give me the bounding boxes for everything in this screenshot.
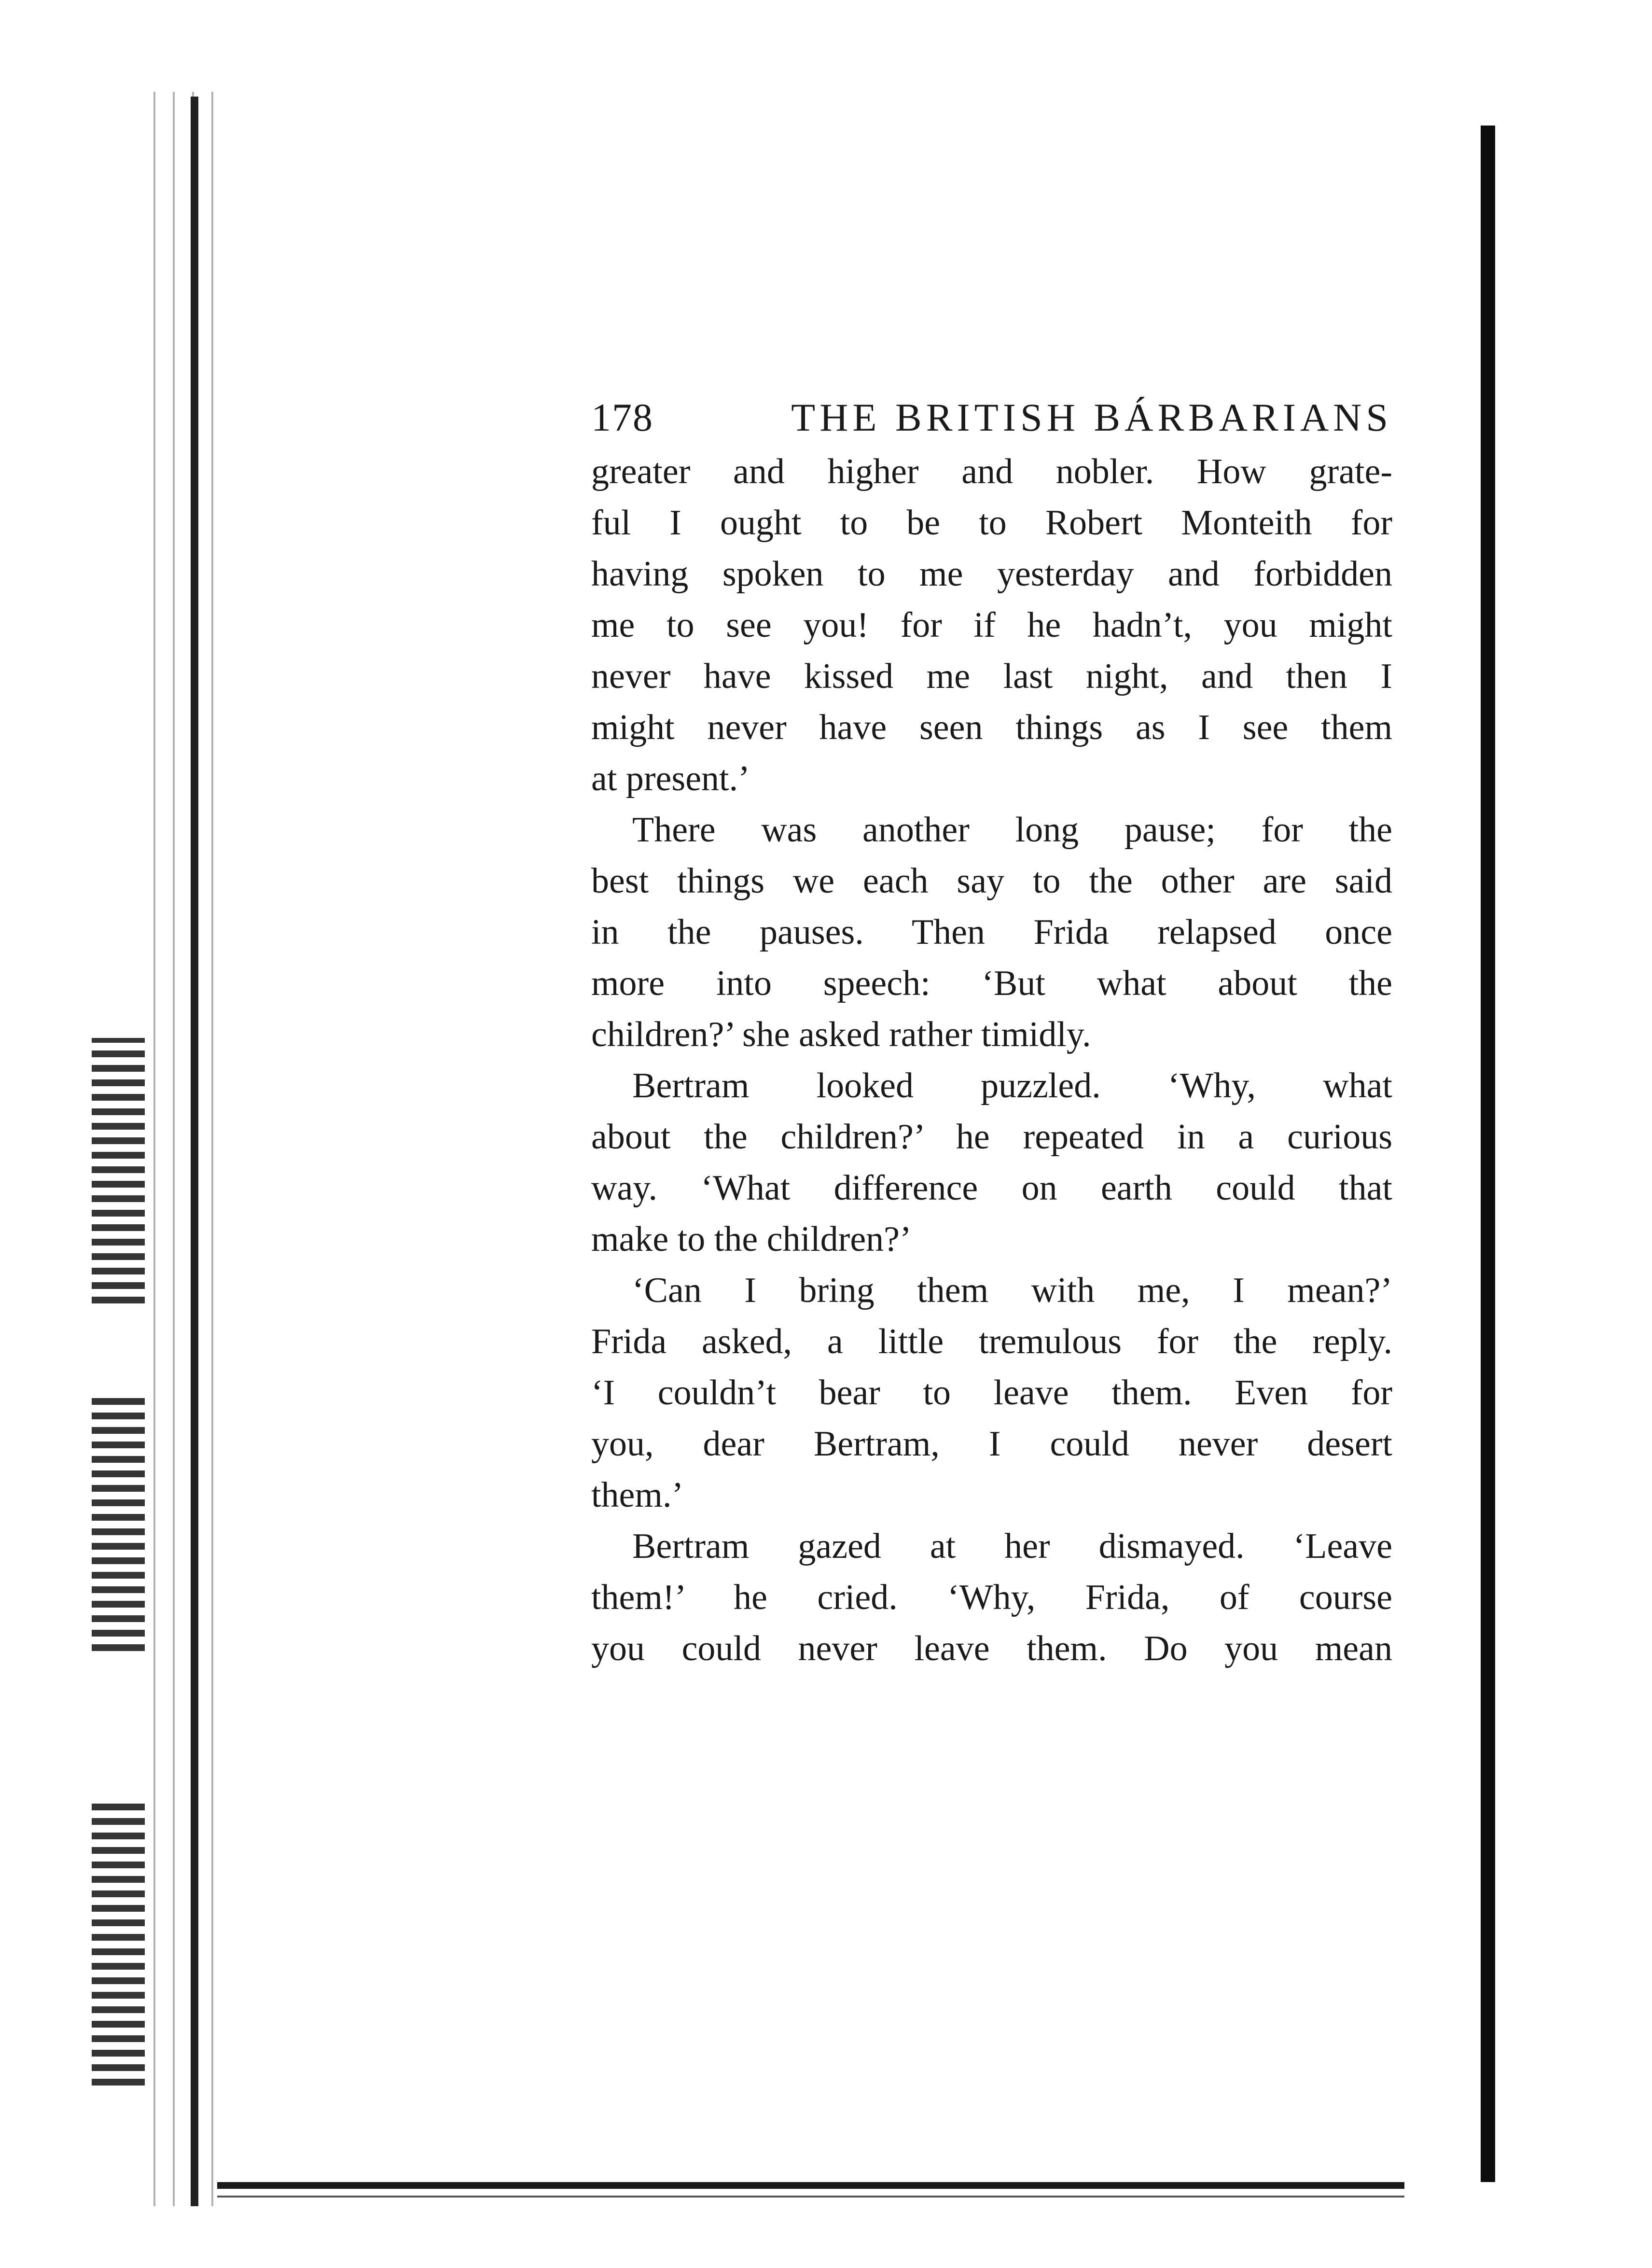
text-line: ful I ought to be to Robert Monteith for [591,503,1392,543]
text-line: them!’ he cried. ‘Why, Frida, of course [591,1578,1392,1617]
text-line: Frida asked, a little tremulous for the reply. [591,1322,1392,1361]
book-page [591,391,1392,1674]
text-line: ‘Can I bring them with me, I mean?’ [632,1271,1392,1310]
left-page-edge-line [191,97,198,2206]
text-line: make to the children?’ [591,1219,912,1259]
text-line: you could never leave them. Do you mean [591,1629,1392,1668]
bottom-page-edge-line [217,2182,1404,2189]
text-line: best things we each say to the other are said [591,861,1392,901]
text-line: you, dear Bertram, I could never desert [591,1424,1392,1464]
text-line: children?’ she asked rather timidly. [591,1015,1091,1054]
text-line: about the children?’ he repeated in a curious [591,1117,1392,1157]
text-line: me to see you! for if he hadn’t, you might [591,605,1392,645]
text-line: in the pauses. Then Frida relapsed once [591,912,1392,952]
text-line: them.’ [591,1475,684,1515]
text-line: Bertram looked puzzled. ‘Why, what [632,1066,1392,1106]
text-line: There was another long pause; for the [632,810,1392,850]
bottom-page-edge-thin-line [217,2196,1404,2198]
text-line: ‘I couldn’t bear to leave them. Even for [591,1373,1392,1413]
right-page-edge-line [1481,126,1495,2182]
text-line: way. ‘What difference on earth could that [591,1168,1392,1208]
running-title: THE BRITISH BÁRBARIANS [791,395,1392,439]
text-line: Bertram gazed at her dismayed. ‘Leave [632,1526,1392,1566]
text-line: more into speech: ‘But what about the [591,964,1392,1003]
binding-marks [92,1038,145,2086]
binding-gap [92,1651,145,1796]
text-line: never have kissed me last night, and then I [591,657,1392,696]
binding-gap [92,1303,145,1390]
text-line: might never have seen things as I see them [591,708,1392,747]
text-line: having spoken to me yesterday and forbidden [591,554,1392,594]
text-line: at present.’ [591,759,750,798]
text-line: greater and higher and nobler. How grate- [591,452,1392,491]
running-head [591,391,1392,444]
left-page-edge-shadow [145,92,217,2206]
page-number: 178 [591,395,653,439]
